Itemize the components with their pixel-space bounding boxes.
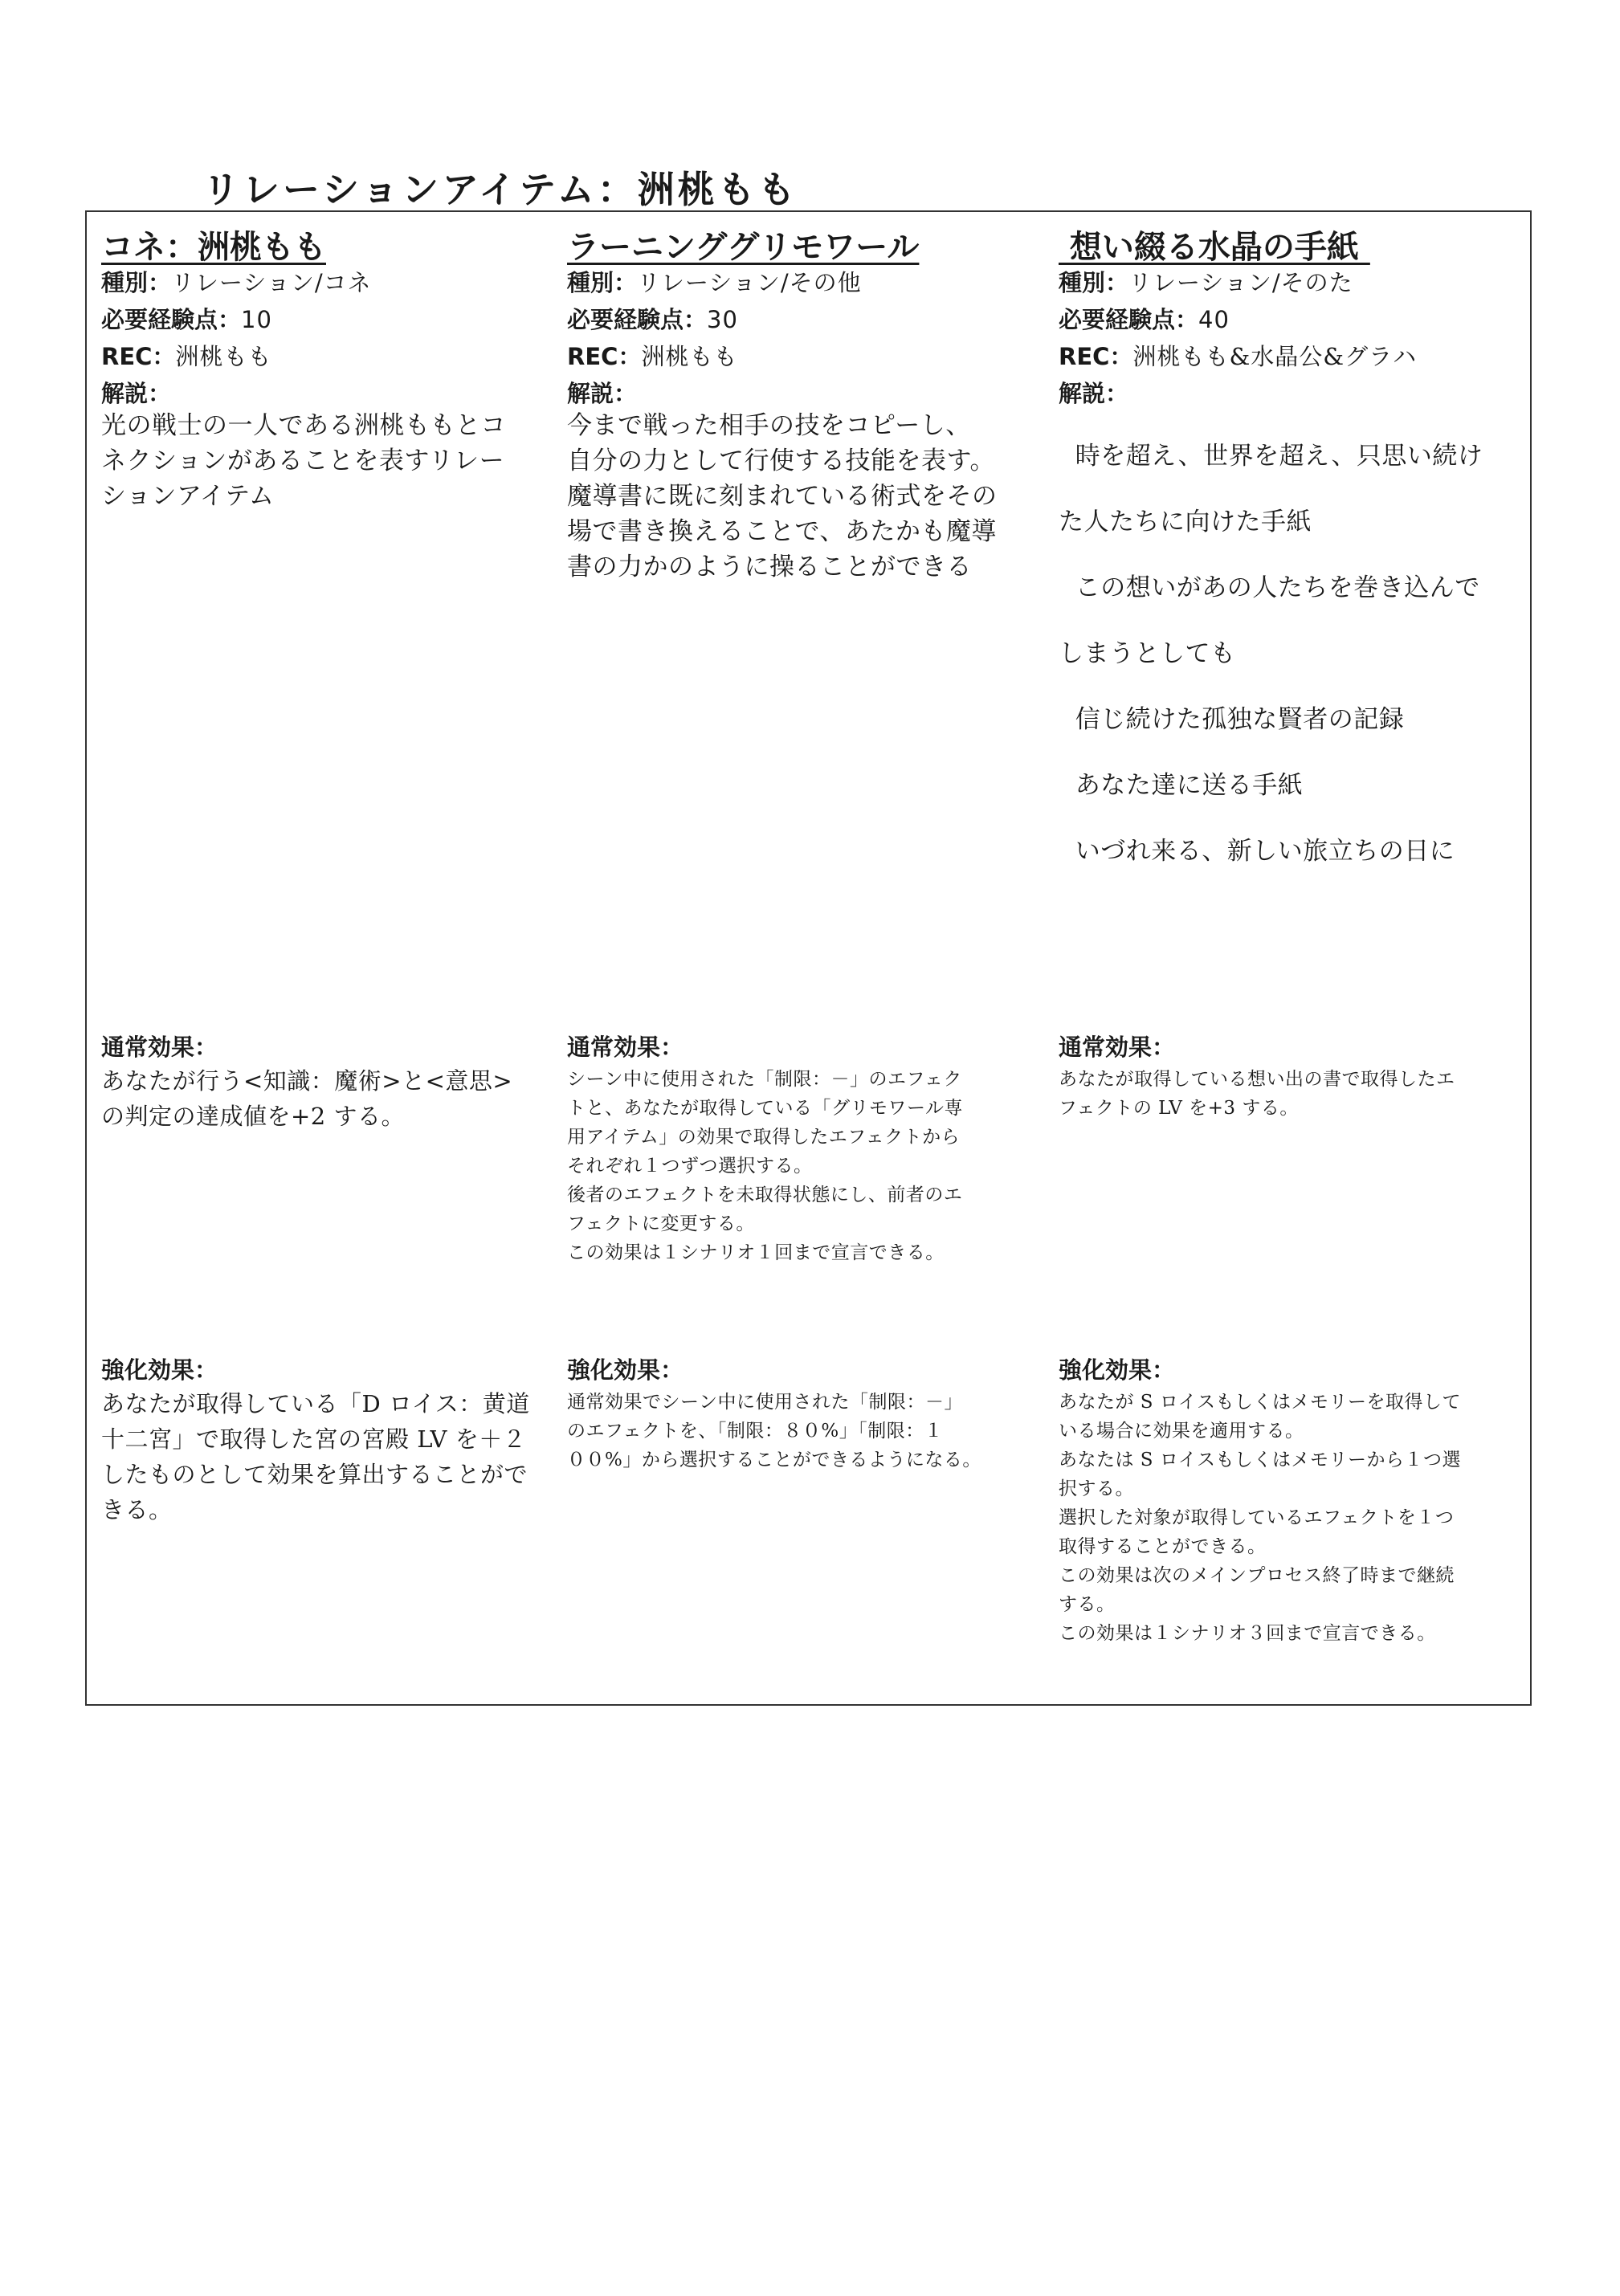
- description-line: いづれ来る、新しい旅立ちの日に: [1059, 837, 1455, 866]
- exp-label: 必要経験点：: [101, 306, 242, 333]
- exp-value: 40: [1198, 306, 1230, 333]
- normal-effect: [101, 1063, 512, 1134]
- enhanced-effect-label: 強化効果：: [1059, 1356, 1176, 1384]
- exp-row: [101, 302, 272, 335]
- exp-label: 必要経験点：: [1059, 306, 1199, 333]
- exp-label: 必要経験点：: [567, 306, 708, 333]
- normal-effect-line: あなたが行う<知識：魔術>と<意思>: [101, 1067, 513, 1095]
- enhanced-effect-line: あなたは S ロイスもしくはメモリーから１つ選: [1059, 1450, 1461, 1470]
- enhanced-effect-line: 取得することができる。: [1059, 1536, 1267, 1557]
- enhanced-effect-label: 強化効果：: [567, 1356, 684, 1384]
- description-line: 信じ続けた孤独な賢者の記録: [1059, 705, 1405, 734]
- rec-label: REC：: [567, 343, 642, 370]
- rec-row: [1059, 339, 1417, 372]
- page-title: リレーションアイテム：洲桃もも: [202, 168, 798, 211]
- normal-effect: [567, 1065, 963, 1267]
- description-line: ションアイテム: [101, 482, 275, 511]
- kind-value: リレーション/コネ: [171, 269, 372, 296]
- exp-row: [567, 302, 738, 335]
- description-line: 魔導書に既に刻まれている術式をその: [567, 482, 998, 511]
- desc-label: 解説：: [101, 380, 172, 407]
- description-line: ネクションがあることを表すリレー: [101, 447, 505, 475]
- enhanced-effect-line: この効果は１シナリオ３回まで宣言できる。: [1059, 1623, 1436, 1644]
- normal-effect-line: 後者のエフェクトを未取得状態にし、前者のエ: [567, 1185, 963, 1205]
- kind-row: [567, 265, 862, 298]
- rec-label: REC：: [1059, 343, 1133, 370]
- kind-label: 種別：: [1059, 269, 1129, 296]
- card-title: ラーニンググリモワール: [567, 228, 920, 266]
- card-title: 想い綴る水晶の手紙: [1059, 228, 1370, 266]
- enhanced-effect-label: 強化効果：: [101, 1356, 218, 1384]
- exp-row: [1059, 302, 1230, 335]
- description-line: た人たちに向けた手紙: [1059, 508, 1312, 536]
- enhanced-effect-line: 選択した対象が取得しているエフェクトを１つ: [1059, 1507, 1455, 1528]
- enhanced-effect-line: きる。: [101, 1496, 173, 1523]
- rec-row: [567, 339, 737, 372]
- desc-label: 解説：: [1059, 380, 1129, 407]
- description-line: この想いがあの人たちを巻き込んで: [1059, 573, 1480, 602]
- card-title: コネ：洲桃もも: [101, 228, 326, 266]
- rec-label: REC：: [101, 343, 176, 370]
- enhanced-effect-line: したものとして効果を算出することがで: [101, 1461, 528, 1488]
- rec-value: 洲桃もも&水晶公&グラハ: [1132, 343, 1418, 370]
- enhanced-effect-line: あなたが取得している「D ロイス：黄道: [101, 1390, 530, 1417]
- rec-value: 洲桃もも: [175, 343, 272, 370]
- enhanced-effect-line: する。: [1059, 1594, 1116, 1615]
- enhanced-effect-line: 択する。: [1059, 1478, 1134, 1499]
- kind-label: 種別：: [567, 269, 638, 296]
- enhanced-effect-line: この効果は次のメインプロセス終了時まで継続: [1059, 1565, 1455, 1586]
- description-line: しまうとしても: [1059, 639, 1236, 668]
- exp-value: 30: [707, 306, 738, 333]
- enhanced-effect-line: あなたが S ロイスもしくはメモリーを取得して: [1059, 1392, 1461, 1413]
- kind-row: [1059, 265, 1353, 298]
- normal-effect-line: トと、あなたが取得している「グリモワール専: [567, 1098, 964, 1119]
- normal-effect-line: の判定の達成値を+2 する。: [101, 1103, 405, 1130]
- normal-effect-line: 用アイテム」の効果で取得したエフェクトから: [567, 1127, 961, 1148]
- kind-label: 種別：: [101, 269, 172, 296]
- description: [567, 408, 998, 585]
- kind-value: リレーション/その他: [637, 269, 862, 296]
- enhanced-effect-line: 十二宮」で取得した宮の宮殿 LV を＋２: [101, 1425, 527, 1453]
- description-line: 自分の力として行使する技能を表す。: [567, 447, 996, 475]
- description-line: 光の戦士の一人である洲桃ももとコ: [101, 411, 506, 440]
- enhanced-effect-line: のエフェクトを、「制限：８０%」「制限：１: [567, 1421, 944, 1442]
- normal-effect-line: フェクトの LV を+3 する。: [1059, 1098, 1299, 1119]
- enhanced-effect-line: ００%」から選択することができるようになる。: [567, 1450, 981, 1470]
- normal-effect-line: この効果は１シナリオ１回まで宣言できる。: [567, 1242, 945, 1263]
- normal-effect-line: それぞれ１つずつ選択する。: [567, 1156, 813, 1177]
- description-line: 書の力かのように操ることができる: [567, 553, 972, 581]
- normal-effect-line: シーン中に使用された「制限：－」のエフェク: [567, 1069, 962, 1090]
- rec-row: [101, 339, 271, 372]
- kind-value: リレーション/そのた: [1128, 269, 1353, 296]
- normal-effect-label: 通常効果：: [567, 1034, 684, 1061]
- normal-effect-line: あなたが取得している想い出の書で取得したエ: [1059, 1069, 1455, 1090]
- enhanced-effect-line: いる場合に効果を適用する。: [1059, 1421, 1304, 1442]
- description-line: 時を超え、世界を超え、只思い続け: [1059, 442, 1483, 471]
- description-line: 今まで戦った相手の技をコピーし、: [567, 411, 971, 440]
- item-table: [85, 210, 1532, 1706]
- normal-effect: [1059, 1065, 1455, 1123]
- normal-effect-label: 通常効果：: [1059, 1034, 1176, 1061]
- enhanced-effect: [101, 1386, 530, 1527]
- normal-effect-line: フェクトに変更する。: [567, 1213, 755, 1234]
- rec-value: 洲桃もも: [641, 343, 738, 370]
- desc-label: 解説：: [567, 380, 638, 407]
- description-line: 場で書き換えることで、あたかも魔導: [567, 517, 997, 546]
- enhanced-effect: [1059, 1388, 1461, 1648]
- description-line: あなた達に送る手紙: [1059, 771, 1304, 800]
- enhanced-effect-line: 通常効果でシーン中に使用された「制限：－」: [567, 1392, 964, 1413]
- description: [1059, 408, 1483, 899]
- kind-row: [101, 265, 372, 298]
- normal-effect-label: 通常効果：: [101, 1034, 218, 1061]
- description: [101, 408, 506, 514]
- exp-value: 10: [241, 306, 272, 333]
- enhanced-effect: [567, 1388, 981, 1474]
